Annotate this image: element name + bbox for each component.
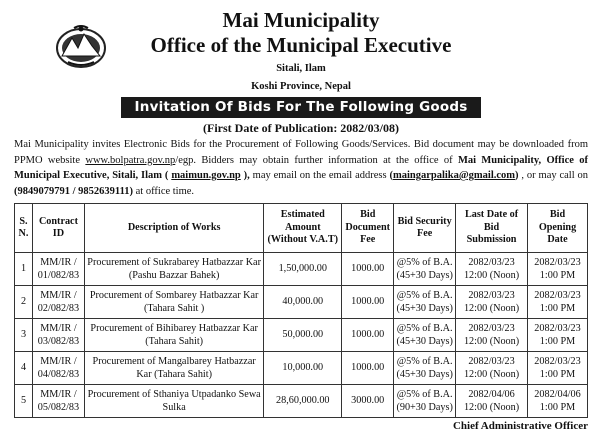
address-line-2: Koshi Province, Nepal xyxy=(251,81,351,92)
col-header-opening: Bid Opening Date xyxy=(528,204,588,253)
cell-fee: 1000.00 xyxy=(342,352,394,385)
phone-numbers: (9849079791 / 9852639111) xyxy=(14,185,134,197)
cell-opening: 2082/04/06 1:00 PM xyxy=(528,385,588,418)
bids-table xyxy=(14,203,588,418)
cell-contract: MM/IR / 01/082/83 xyxy=(32,253,84,286)
cell-opening: 2082/03/23 1:00 PM xyxy=(528,253,588,286)
cell-description: Procurement of Sombarey Hatbazzar Kar (Tahara Sahit ) xyxy=(84,286,263,319)
cell-amount: 28,60,000.00 xyxy=(264,385,342,418)
table-row xyxy=(15,352,588,385)
cell-opening: 2082/03/23 1:00 PM xyxy=(528,286,588,319)
cell-last-date: 2082/03/23 12:00 (Noon) xyxy=(456,352,528,385)
cell-contract: MM/IR / 02/082/83 xyxy=(32,286,84,319)
cell-amount: 1,50,000.00 xyxy=(264,253,342,286)
cell-last-date: 2082/03/23 12:00 (Noon) xyxy=(456,253,528,286)
table-row xyxy=(15,286,588,319)
cell-fee: 1000.00 xyxy=(342,319,394,352)
ppmo-website-link[interactable]: www.bolpatra.gov.np xyxy=(85,154,176,166)
cell-description: Procurement of Bihibarey Hatbazzar Kar (Tahara Sahit) xyxy=(84,319,263,352)
cell-security: @5% of B.A. (45+30 Days) xyxy=(394,319,456,352)
nepal-emblem-logo xyxy=(54,22,108,70)
col-header-amount: Estimated Amount (Without V.A.T) xyxy=(264,204,342,253)
intro-text-5: , or may call on xyxy=(518,170,589,181)
cell-sn: 4 xyxy=(15,352,33,385)
cell-last-date: 2082/03/23 12:00 (Noon) xyxy=(456,286,528,319)
cell-opening: 2082/03/23 1:00 PM xyxy=(528,319,588,352)
table-row xyxy=(15,253,588,286)
intro-text-1: Mai Municipality invites Electronic Bids for the Procurement of Following Goods/Services. Bid document may be downloaded from PPMO website xyxy=(14,139,588,166)
address-line-1: Sitali, Ilam xyxy=(276,63,326,74)
col-header-sn: S. N. xyxy=(15,204,33,253)
cell-sn: 5 xyxy=(15,385,33,418)
cell-contract: MM/IR / 05/082/83 xyxy=(32,385,84,418)
cell-sn: 2 xyxy=(15,286,33,319)
col-header-last-date: Last Date of Bid Submission xyxy=(456,204,528,253)
signatory-title: Chief Administrative Officer xyxy=(452,420,588,432)
cell-security: @5% of B.A. (45+30 Days) xyxy=(394,352,456,385)
municipality-website-link[interactable]: maimun.gov.np xyxy=(171,170,241,181)
col-header-contract: Contract ID xyxy=(32,204,84,253)
cell-amount: 10,000.00 xyxy=(264,352,342,385)
table-header-row xyxy=(15,204,588,253)
cell-contract: MM/IR / 04/082/83 xyxy=(32,352,84,385)
table-row xyxy=(15,319,588,352)
cell-fee: 1000.00 xyxy=(342,286,394,319)
cell-description: Procurement of Sthaniya Utpadanko Sewa Sulka xyxy=(84,385,263,418)
email-link[interactable]: maingarpalika@gmail.com xyxy=(392,170,516,181)
cell-security: @5% of B.A. (90+30 Days) xyxy=(394,385,456,418)
col-header-security: Bid Security Fee xyxy=(394,204,456,253)
cell-amount: 40,000.00 xyxy=(264,286,342,319)
email-paren-open: ( xyxy=(389,170,393,181)
intro-text-3: ), xyxy=(240,170,253,181)
intro-text-2: /egp. Bidders may obtain further information at the office of xyxy=(175,154,458,166)
municipality-name: Mai Municipality xyxy=(222,8,380,32)
table-row xyxy=(15,385,588,418)
cell-opening: 2082/03/23 1:00 PM xyxy=(528,352,588,385)
intro-text-4: may email on the email address xyxy=(252,170,390,181)
cell-fee: 3000.00 xyxy=(342,385,394,418)
cell-fee: 1000.00 xyxy=(342,253,394,286)
cell-description: Procurement of Sukrabarey Hatbazzar Kar (Pashu Bazzar Bahek) xyxy=(84,253,263,286)
email-paren-close: ) xyxy=(515,170,519,181)
cell-contract: MM/IR / 03/082/83 xyxy=(32,319,84,352)
cell-security: @5% of B.A. (45+30 Days) xyxy=(394,286,456,319)
publication-date: (First Date of Publication: 2082/03/08) xyxy=(203,121,399,135)
col-header-description: Description of Works xyxy=(84,204,263,253)
cell-security: @5% of B.A. (45+30 Days) xyxy=(394,253,456,286)
cell-last-date: 2082/04/06 12:00 (Noon) xyxy=(456,385,528,418)
cell-last-date: 2082/03/23 12:00 (Noon) xyxy=(456,319,528,352)
cell-amount: 50,000.00 xyxy=(264,319,342,352)
intro-text-6: at office time. xyxy=(133,185,195,197)
office-name-bold: Mai Municipality, Office of Municipal Executive, Sitali, Ilam ( xyxy=(14,154,588,181)
office-name: Office of the Municipal Executive xyxy=(150,33,452,57)
cell-sn: 3 xyxy=(15,319,33,352)
cell-sn: 1 xyxy=(15,253,33,286)
notice-title-banner: Invitation Of Bids For The Following Goods xyxy=(121,97,482,118)
intro-paragraph xyxy=(14,137,588,199)
col-header-fee: Bid Document Fee xyxy=(342,204,394,253)
cell-description: Procurement of Mangalbarey Hatbazzar Kar (Tahara Sahit) xyxy=(84,352,263,385)
